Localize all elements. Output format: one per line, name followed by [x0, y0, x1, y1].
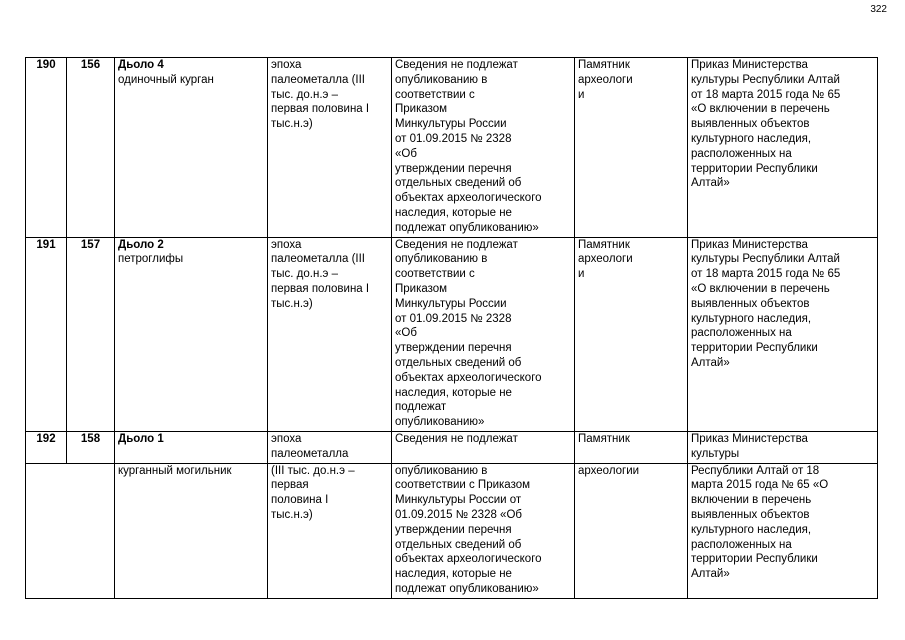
row-number: 191 — [26, 237, 67, 431]
object-type: одиночный курган — [118, 73, 214, 86]
location-info: Сведения не подлежат — [392, 431, 575, 463]
legal-document: Приказ Министерства культуры Республики Алтай от 18 марта 2015 года № 65 «О включении в перечень выявленных объектов культурного наследия, расположенных на территории Республики Алтай» — [688, 237, 878, 431]
object-type: петроглифы — [118, 253, 184, 266]
object-name-cell — [115, 58, 268, 238]
object-dating: эпоха палеометалла (III тыс. до.н.э – первая половина I тыс.н.э) — [268, 237, 392, 431]
object-category: Памятник археологи и — [575, 237, 688, 431]
table-row — [26, 58, 878, 238]
row-number: 190 — [26, 58, 67, 238]
page-number: 322 — [870, 4, 887, 15]
location-info: Сведения не подлежат опубликованию в соответствии с Приказом Минкультуры России от 01.09.2015 № 2328 «Об утверждении перечня отдельных сведений об объектах археологического наследия, которые не подлежат опубликованию» — [392, 237, 575, 431]
legal-document: Республики Алтай от 18 марта 2015 года № 65 «О включении в перечень выявленных объектов культурного наследия, расположенных на территории Республики Алтай» — [688, 463, 878, 598]
object-type: курганный могильник — [115, 463, 268, 598]
location-info: опубликованию в соответствии с Приказом Минкультуры России от 01.09.2015 № 2328 «Об утверждении перечня отдельных сведений об объектах археологического наследия, которые не подлежат опубликованию» — [392, 463, 575, 598]
legal-document: Приказ Министерства культуры — [688, 431, 878, 463]
object-name: Дьоло 1 — [118, 432, 164, 445]
object-name-cell — [115, 431, 268, 463]
object-category: Памятник археологи и — [575, 58, 688, 238]
heritage-registry-table — [25, 57, 878, 599]
table-row — [26, 431, 878, 463]
row-number: 192 — [26, 431, 67, 463]
empty-number-cell — [26, 463, 115, 598]
object-name: Дьоло 2 — [118, 238, 164, 251]
object-name-cell — [115, 237, 268, 431]
object-dating: эпоха палеометалла — [268, 431, 392, 463]
object-category: Памятник — [575, 431, 688, 463]
object-number: 156 — [67, 58, 115, 238]
table-row — [26, 463, 878, 598]
object-number: 157 — [67, 237, 115, 431]
location-info: Сведения не подлежат опубликованию в соответствии с Приказом Минкультуры России от 01.09.2015 № 2328 «Об утверждении перечня отдельных сведений об объектах археологического наследия, которые не подлежат опубликованию» — [392, 58, 575, 238]
object-dating: эпоха палеометалла (III тыс. до.н.э – первая половина I тыс.н.э) — [268, 58, 392, 238]
table-row — [26, 237, 878, 431]
object-dating: (III тыс. до.н.э – первая половина I тыс.н.э) — [268, 463, 392, 598]
object-category: археологии — [575, 463, 688, 598]
object-name: Дьоло 4 — [118, 59, 164, 71]
legal-document: Приказ Министерства культуры Республики Алтай от 18 марта 2015 года № 65 «О включении в перечень выявленных объектов культурного наследия, расположенных на территории Республики Алтай» — [688, 58, 878, 238]
object-number: 158 — [67, 431, 115, 463]
